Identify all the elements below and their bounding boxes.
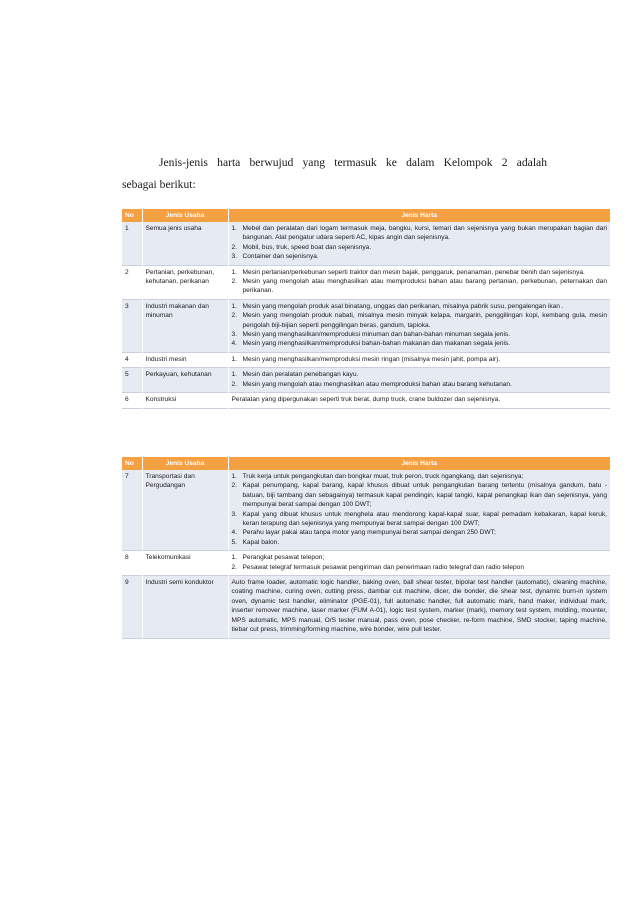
list-item <box>232 252 608 261</box>
list-item-text: Perangkat pesawat telepon; <box>242 554 325 562</box>
asset-list <box>232 370 608 389</box>
asset-list <box>232 472 608 547</box>
list-item <box>232 538 608 547</box>
jenis-usaha-cell: Industri semi konduktor <box>142 576 228 638</box>
list-item-text: Mesin yang menghasilkan/memproduksi minuman dan bahan-bahan minuman segala jenis. <box>242 331 511 339</box>
table-header-row <box>122 209 610 222</box>
list-item-text: Kapal yang dibuat khusus untuk menghela atau mendorong kapal-kapal suar, kapal pemadam kebakaran, kapal keruk, keran terapung dan sejenisnya yang mempunyai berat sampai dengan 100 DWT; <box>242 510 607 528</box>
list-item <box>232 563 608 572</box>
list-item-number: 3. <box>231 253 237 261</box>
intro-paragraph <box>122 152 547 196</box>
table-row <box>122 299 610 352</box>
list-item-number: 1. <box>231 554 237 562</box>
list-item-text: Mesin yang mengolah produk asal binatang, unggas dan perikanan, misalnya pabrik susu, pengalengan ikan . <box>242 302 564 310</box>
list-item <box>232 553 608 562</box>
list-item-number: 2. <box>231 563 237 571</box>
list-item <box>232 302 608 311</box>
list-item-text: Pesawat telegraf termasuk pesawat pengiriman dan penerimaan radio telegraf dan radio telepon <box>242 563 525 571</box>
list-item-text: Mesin yang mengolah produk nabati, misalnya mesin minyak kelapa, margarin, penggilingan kopi, kembang gula, mesin pengolah biji-bijian seperti penggilingan beras, gandum, tapioka. <box>242 312 607 329</box>
jenis-harta-cell <box>228 551 610 576</box>
list-item-number: 3. <box>231 510 237 518</box>
jenis-harta-cell <box>228 470 610 551</box>
list-item-number: 1. <box>231 268 237 276</box>
jenis-usaha-cell: Pertanian, perkebunan, kehutanan, perikanan <box>142 265 228 299</box>
asset-list <box>232 302 608 349</box>
list-item <box>232 243 608 252</box>
list-item <box>232 268 608 277</box>
list-item <box>232 510 608 529</box>
list-item-number: 4. <box>231 340 237 348</box>
table-row <box>122 393 610 408</box>
list-item-text: Mobil, bus, truk, speed boat dan sejenisnya. <box>242 243 372 251</box>
table-row <box>122 222 610 265</box>
asset-list <box>232 224 608 262</box>
list-item <box>232 277 608 296</box>
list-item-number: 3. <box>231 331 237 339</box>
jenis-usaha-cell: Konstruksi <box>142 393 228 408</box>
row-number: 5 <box>122 368 142 393</box>
header-jenis-harta: Jenis Harta <box>228 209 610 222</box>
jenis-usaha-cell: Perkayuan, kehutanan <box>142 368 228 393</box>
row-number: 6 <box>122 393 142 408</box>
list-item-number: 4. <box>231 529 237 537</box>
list-item <box>232 380 608 389</box>
jenis-harta-cell <box>228 265 610 299</box>
asset-list <box>232 553 608 572</box>
list-item <box>232 481 608 509</box>
list-item-number: 1. <box>231 225 237 232</box>
asset-table-2 <box>122 457 610 639</box>
row-number: 9 <box>122 576 142 638</box>
intro-line-2: sebagai berikut: <box>122 178 196 191</box>
list-item-text: Mesin yang mengolah atau menghasilkan atau memproduksi bahan atau barang kehutanan. <box>242 380 512 388</box>
jenis-harta-cell <box>228 352 610 367</box>
list-item-text: Truk kerja untuk pengangkutan dan bongkar muat, truk peron, truck ngangkang, dan sejenisnya; <box>242 473 524 480</box>
intro-line-1: Jenis-jenis harta berwujud yang termasuk ke dalam Kelompok 2 adalah <box>159 156 547 169</box>
list-item-number: 2. <box>231 243 237 251</box>
jenis-usaha-cell: Telekomunikasi <box>142 551 228 576</box>
row-number: 3 <box>122 299 142 352</box>
table-header-row <box>122 457 610 470</box>
row-number: 1 <box>122 222 142 265</box>
list-item <box>232 311 608 330</box>
list-item-number: 1. <box>231 371 237 379</box>
row-number: 2 <box>122 265 142 299</box>
table-row <box>122 368 610 393</box>
list-item-text: Kapal penumpang, kapal barang, kapal khusus dibuat untuk pengangkutan barang tertentu (misalnya gandum, batu - batuan, biji tambang dan sebagainya) termasuk kapal pendingin, kapal tangki, kapal penangkap ikan dan sejenisnya, yang mempunyai berat sampai dengan 100 DWT; <box>242 482 607 509</box>
row-number: 4 <box>122 352 142 367</box>
jenis-harta-cell <box>228 222 610 265</box>
list-item-text: Kapal balon. <box>242 538 280 546</box>
list-item-number: 2. <box>231 380 237 388</box>
list-item-number: 5. <box>231 538 237 546</box>
list-item-text: Mesin yang menghasilkan/memproduksi mesin ringan (misalnya mesin jahit, pompa air). <box>242 355 501 363</box>
list-item-text: Container dan sejenisnya. <box>242 253 319 261</box>
table-row <box>122 576 610 638</box>
jenis-usaha-cell: Transportasi dan Pergudangan <box>142 470 228 551</box>
header-jenis-usaha: Jenis Usaha <box>142 457 228 470</box>
list-item-text: Mesin pertanian/perkebunan seperti traktor dan mesin bajak, penggaruk, penanaman, penebar benih dan sejenisnya. <box>242 268 585 276</box>
asset-table-1 <box>122 209 610 409</box>
row-number: 7 <box>122 470 142 551</box>
table-row <box>122 265 610 299</box>
list-item-text: Mebel dan peralatan dari logam termasuk meja, bangku, kursi, lemari dan sejenisnya yang bukan merupakan bagian dari bangunan. Alat pengatur udara seperti AC, kipas angin dan sejenisnya. <box>242 225 607 242</box>
list-item-number: 2. <box>231 278 237 286</box>
list-item <box>232 355 608 364</box>
list-item <box>232 472 608 481</box>
list-item <box>232 224 608 243</box>
jenis-harta-cell <box>228 576 610 638</box>
list-item <box>232 528 608 537</box>
list-item <box>232 330 608 339</box>
jenis-usaha-cell: Industri mesin <box>142 352 228 367</box>
jenis-harta-cell <box>228 368 610 393</box>
asset-list <box>232 268 608 296</box>
jenis-usaha-cell: Semua jenis usaha <box>142 222 228 265</box>
header-jenis-harta: Jenis Harta <box>228 457 610 470</box>
asset-description: Auto frame loader, automatic logic handler, baking oven, ball shear tester, bipolar test handler (automatic), cleaning machine, coating machine, curing oven, cutting press, dambar cut machine, dicer, die bonder, die shear test, dynamic burn-in system oven, dynamic test handler, eliminator (PGE-01), full automatic handler, full automatic mark, hand maker, individual mark, inserter remover machine, laser marker (FUM A-01), logic test system, marker (mark), memory test system, molding, mounter, MPS automatic, MPS manual, O/S tester manual, pass oven, pose checker, re-form machine, SMD stocker, taping machine, tiebar cut press, trimming/forming machine, wire bonder, wire pull tester. <box>231 579 607 634</box>
list-item-text: Mesin yang menghasilkan/memproduksi bahan-bahan makanan dan makanan segala jenis. <box>242 340 511 348</box>
list-item-number: 2. <box>231 482 237 490</box>
jenis-harta-cell <box>228 299 610 352</box>
list-item-number: 1. <box>231 355 237 363</box>
asset-description: Peralatan yang dipergunakan seperti truk berat, dump truck, crane buldozer dan sejenisnya. <box>231 396 501 404</box>
list-item-number: 1. <box>231 302 237 310</box>
list-item <box>232 339 608 348</box>
header-jenis-usaha: Jenis Usaha <box>142 209 228 222</box>
row-number: 8 <box>122 551 142 576</box>
jenis-harta-cell <box>228 393 610 408</box>
asset-list <box>232 355 608 364</box>
list-item-text: Perahu layar pakai atau tanpa motor yang mempunyai berat sampai dengan 250 DWT; <box>242 529 496 537</box>
table-row <box>122 352 610 367</box>
list-item-text: Mesin dan peralatan penebangan kayu. <box>242 371 359 379</box>
header-no: No <box>122 457 142 470</box>
list-item-number: 1. <box>231 473 237 480</box>
list-item-number: 2. <box>231 312 237 320</box>
list-item <box>232 370 608 379</box>
table-row <box>122 470 610 551</box>
table-row <box>122 551 610 576</box>
jenis-usaha-cell: Industri makanan dan minuman <box>142 299 228 352</box>
list-item-text: Mesin yang mengolah atau menghasilkan atau memproduksi bahan atau barang pertanian, perkebunan, peternakan dan perikanan. <box>242 278 607 295</box>
header-no: No <box>122 209 142 222</box>
